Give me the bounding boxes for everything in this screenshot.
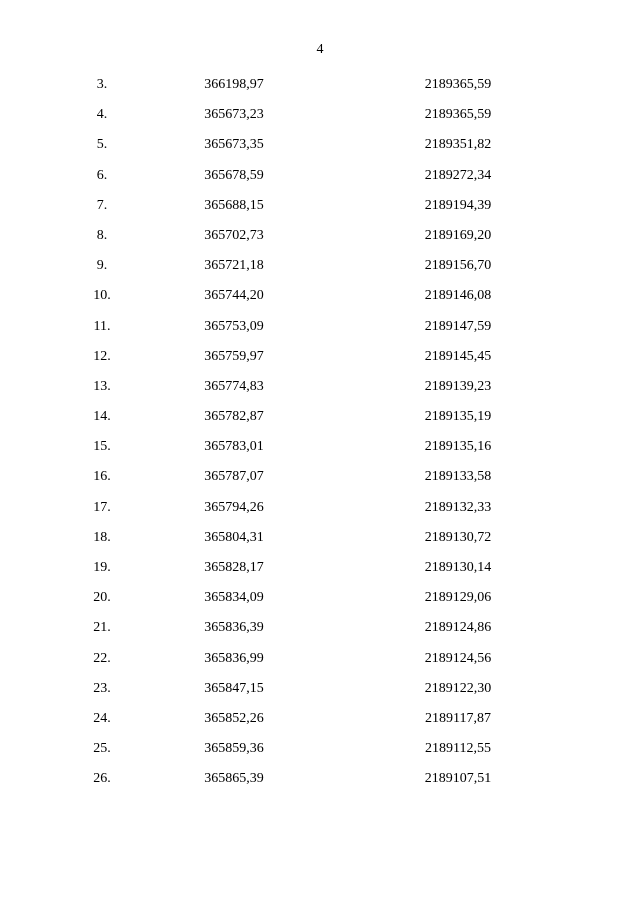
table-row: [0, 135, 640, 165]
coordinate-y: 2189130,14: [424, 560, 492, 575]
coordinate-y: 2189122,30: [424, 680, 492, 696]
table-row: [0, 467, 640, 497]
table-row: [0, 256, 640, 286]
point-number: 24.: [93, 710, 111, 726]
table-row: [0, 739, 640, 769]
coordinate-x: 365774,83: [204, 378, 264, 394]
point-number: 3.: [96, 77, 108, 92]
table-row: [0, 317, 640, 347]
coordinate-y: 2189135,16: [424, 439, 492, 455]
coordinate-y: 2189365,59: [424, 107, 492, 123]
coordinate-x: 365744,20: [204, 288, 264, 304]
coordinate-x: 365782,87: [204, 409, 264, 425]
table-row: [0, 347, 640, 377]
point-number: 13.: [93, 378, 111, 394]
coordinate-y: 2189145,45: [424, 348, 492, 364]
table-row: [0, 558, 640, 588]
point-number: 20.: [93, 590, 111, 606]
coordinate-x: 365673,23: [204, 107, 264, 123]
point-number: 22.: [93, 650, 111, 666]
coordinate-y: 2189146,08: [424, 288, 492, 304]
point-number: 26.: [93, 771, 111, 787]
point-number: 14.: [93, 409, 111, 425]
table-row: [0, 437, 640, 467]
coordinate-x: 365787,07: [204, 469, 264, 485]
coordinate-x: 365753,09: [204, 318, 264, 334]
coordinate-x: 365759,97: [204, 348, 264, 364]
coordinate-x: 365828,17: [204, 560, 264, 575]
point-number: 6.: [96, 167, 108, 183]
coordinate-y: 2189139,23: [424, 378, 492, 394]
coordinate-y: 2189117,87: [425, 710, 491, 726]
table-row: [0, 649, 640, 679]
point-number: 11.: [93, 318, 111, 334]
coordinate-y: 2189147,59: [424, 318, 492, 334]
point-number: 15.: [93, 439, 111, 455]
point-number: 17.: [93, 499, 111, 515]
point-number: 16.: [93, 469, 111, 485]
table-row: [0, 709, 640, 739]
coordinate-x: 365847,15: [204, 680, 264, 696]
coordinate-x: 365794,26: [204, 499, 264, 515]
point-number: 18.: [93, 529, 111, 545]
table-row: [0, 286, 640, 316]
coordinate-x: 365804,31: [204, 529, 264, 545]
page-number: 4: [316, 42, 324, 57]
table-row: [0, 769, 640, 799]
coordinate-y: 2189112,55: [425, 741, 491, 757]
coordinates-table: [0, 75, 640, 800]
point-number: 19.: [93, 560, 111, 575]
table-row: [0, 618, 640, 648]
coordinate-y: 2189135,19: [424, 409, 492, 425]
coordinate-y: 2189107,51: [424, 771, 492, 787]
table-row: [0, 105, 640, 135]
table-row: [0, 226, 640, 256]
coordinate-y: 2189272,34: [424, 167, 492, 183]
coordinate-y: 2189130,72: [424, 529, 492, 545]
coordinate-x: 365859,36: [204, 741, 264, 757]
coordinate-y: 2189156,70: [424, 258, 492, 274]
point-number: 10.: [93, 288, 111, 304]
coordinate-x: 365834,09: [204, 590, 264, 606]
coordinate-y: 2189124,56: [424, 650, 492, 666]
coordinate-x: 365836,99: [204, 650, 264, 666]
point-number: 21.: [93, 620, 111, 636]
table-row: [0, 588, 640, 618]
coordinate-y: 2189129,06: [424, 590, 492, 606]
point-number: 8.: [96, 227, 108, 243]
coordinate-y: 2189365,59: [424, 77, 492, 92]
point-number: 25.: [93, 741, 111, 757]
coordinate-x: 365836,39: [204, 620, 264, 636]
point-number: 4.: [96, 107, 108, 123]
coordinate-x: 365721,18: [204, 258, 264, 274]
coordinate-x: 365783,01: [204, 439, 264, 455]
coordinate-x: 365852,26: [204, 710, 264, 726]
table-row: [0, 196, 640, 226]
point-number: 12.: [93, 348, 111, 364]
table-row: [0, 377, 640, 407]
table-row: [0, 75, 640, 105]
table-row: [0, 166, 640, 196]
coordinate-y: 2189133,58: [424, 469, 492, 485]
table-row: [0, 407, 640, 437]
coordinate-x: 365678,59: [204, 167, 264, 183]
coordinate-y: 2189169,20: [424, 227, 492, 243]
coordinate-x: 365688,15: [204, 197, 264, 213]
table-row: [0, 679, 640, 709]
coordinate-y: 2189194,39: [424, 197, 492, 213]
coordinate-x: 366198,97: [204, 77, 264, 92]
coordinate-x: 365702,73: [204, 227, 264, 243]
point-number: 9.: [96, 258, 108, 274]
coordinate-y: 2189351,82: [424, 137, 492, 153]
point-number: 5.: [96, 137, 108, 153]
point-number: 7.: [96, 197, 108, 213]
point-number: 23.: [93, 680, 111, 696]
coordinate-y: 2189124,86: [424, 620, 492, 636]
coordinate-x: 365673,35: [204, 137, 264, 153]
coordinate-x: 365865,39: [204, 771, 264, 787]
table-row: [0, 498, 640, 528]
table-row: [0, 528, 640, 558]
coordinate-y: 2189132,33: [424, 499, 492, 515]
